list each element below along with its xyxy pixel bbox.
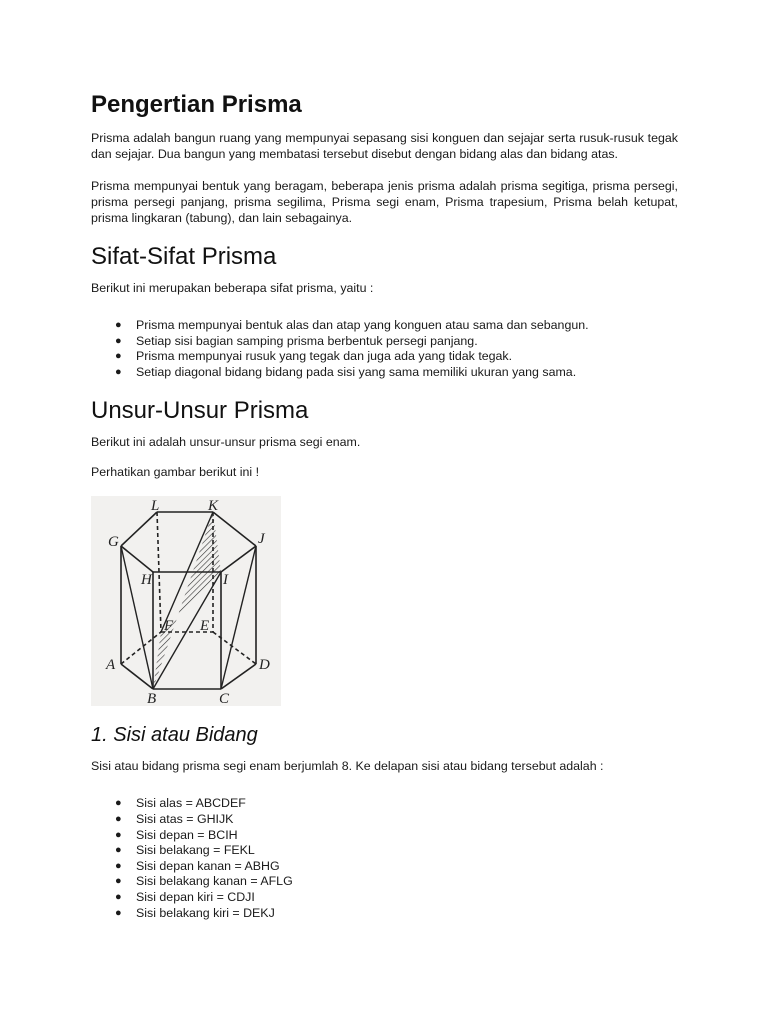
bullet-icon: ● [115, 875, 122, 888]
vertex-label-l: L [151, 498, 160, 515]
bullet-icon: ● [115, 859, 122, 872]
unsur-heading: Unsur-Unsur Prisma [91, 397, 309, 425]
list-item: ● Sisi atas = GHIJK [115, 811, 234, 826]
bullet-icon: ● [115, 844, 122, 857]
sifat-lead: Berikut ini merupakan beberapa sifat prisma, yaitu : [91, 281, 374, 295]
top-face [121, 512, 256, 572]
list-item: ● Prisma mempunyai bentuk alas dan atap yang konguen atau sama dan sebangun. [115, 318, 589, 332]
sifat-heading: Sifat-Sifat Prisma [91, 243, 277, 270]
vertex-label-a: A [106, 657, 116, 674]
list-item: ● Prisma mempunyai rusuk yang tegak dan juga ada yang tidak tegak. [115, 349, 513, 364]
bullet-icon: ● [115, 319, 122, 331]
vertex-label-g: G [108, 534, 119, 551]
bullet-icon: ● [115, 365, 122, 378]
bullet-icon: ● [115, 812, 122, 825]
list-item: ● Sisi alas = ABCDEF [115, 796, 246, 811]
vertex-label-k: K [208, 498, 219, 515]
prism-diagram [91, 496, 281, 706]
vertex-label-h: H [141, 572, 152, 589]
bullet-icon: ● [115, 828, 122, 841]
list-item: ● Sisi belakang kiri = DEKJ [115, 905, 275, 920]
vertex-label-f: F [164, 618, 174, 635]
bullet-icon: ● [115, 797, 122, 810]
list-item: ● Setiap sisi bagian samping prisma berbentuk persegi panjang. [115, 333, 478, 348]
intro-paragraph-2: Prisma mempunyai bentuk yang beragam, beberapa jenis prisma adalah prisma segitiga, prisma persegi, prisma persegi panjang, prisma segilima, Prisma segi enam, Prisma trapesium, Prisma belah ketupat, prisma lingkaran (tabung), dan lain sebagainya. [91, 179, 678, 225]
list-item: ● Sisi belakang kanan = AFLG [115, 874, 293, 889]
intro-paragraph-1: Prisma adalah bangun ruang yang mempunyai sepasang sisi konguen dan sejajar serta rusuk-rusuk tegak dan sejajar. Dua bangun yang membatasi tersebut disebut dengan bidang alas dan bidang atas. [91, 131, 678, 161]
hatched-diagonal-plane [153, 512, 221, 689]
vertex-label-e: E [200, 618, 210, 635]
vertex-label-j: J [258, 531, 265, 548]
sisi-lead: Sisi atau bidang prisma segi enam berjumlah 8. Ke delapan sisi atau bidang tersebut adalah : [91, 759, 604, 774]
bullet-icon: ● [115, 334, 122, 347]
bottom-face [121, 632, 256, 689]
vertex-label-b: B [147, 691, 157, 707]
vertex-label-d: D [259, 657, 270, 674]
bullet-icon: ● [115, 906, 122, 919]
bullet-icon: ● [115, 890, 122, 903]
bullet-icon: ● [115, 350, 122, 363]
sisi-list [91, 796, 678, 921]
list-item: ● Sisi depan = BCIH [115, 827, 238, 842]
vertex-label-i: I [223, 572, 228, 589]
document-content [91, 90, 678, 921]
list-item: ● Sisi depan kanan = ABHG [115, 858, 280, 873]
page-title: Pengertian Prisma [91, 91, 302, 118]
list-item: ● Sisi depan kiri = CDJI [115, 889, 255, 904]
unsur-lead: Berikut ini adalah unsur-unsur prisma segi enam. [91, 435, 361, 450]
sifat-list [91, 318, 678, 380]
list-item: ● Setiap diagonal bidang bidang pada sisi yang sama memiliki ukuran yang sama. [115, 364, 577, 379]
list-item: ● Sisi belakang = FEKL [115, 843, 255, 858]
sisi-heading: 1. Sisi atau Bidang [91, 724, 258, 747]
vertex-label-c: C [219, 691, 230, 707]
hexagonal-prism-figure [91, 496, 281, 706]
unsur-note: Perhatikan gambar berikut ini ! [91, 465, 260, 480]
